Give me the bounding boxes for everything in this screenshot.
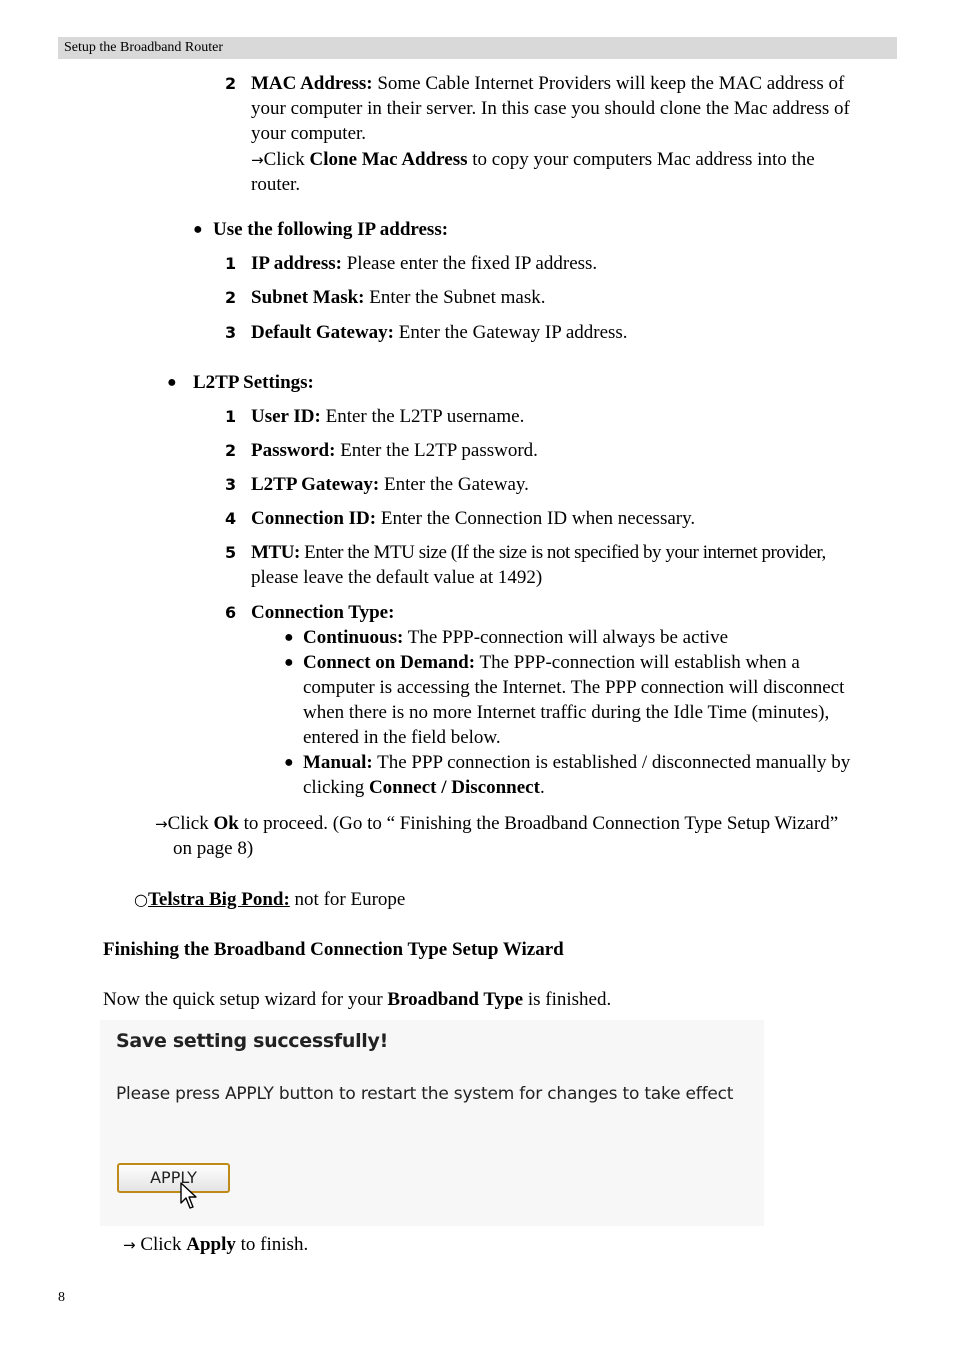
bullet-icon: ● <box>284 754 294 771</box>
l2tp-heading: L2TP Settings: <box>193 372 314 393</box>
fixed-ip-heading: Use the following IP address: <box>213 219 449 240</box>
finishing-intro: Now the quick setup wizard for your Broadband Type is finished. <box>103 989 612 1010</box>
l2tp-number: 5 <box>225 543 237 562</box>
mac-click-line: →Click Clone Mac Address to copy your computers Mac address into the <box>251 149 815 170</box>
l2tp-item: Connection ID: Enter the Connection ID when necessary. <box>251 508 696 529</box>
final-line: → Click Apply to finish. <box>123 1234 309 1255</box>
proceed-line: →Click Ok to proceed. (Go to “ Finishing the Broadband Connection Type Setup Wizard” <box>155 813 839 834</box>
mac-line-3: your computer. <box>251 123 367 144</box>
telstra-line: ○Telstra Big Pond: not for Europe <box>134 889 406 910</box>
mac-item-number: 2 <box>225 74 237 93</box>
type-demand-cont: entered in the field below. <box>303 727 501 748</box>
header-title: Setup the Broadband Router <box>64 40 224 55</box>
bullet-icon: ● <box>193 221 203 238</box>
save-success-message: Please press APPLY button to restart the system for changes to take effect <box>116 1084 734 1104</box>
l2tp-item: MTU: Enter the MTU size (If the size is not specified by your internet provider, <box>251 542 826 563</box>
type-continuous: Continuous: The PPP-connection will always be active <box>303 627 729 648</box>
apply-button[interactable]: APPLY <box>117 1163 230 1193</box>
type-demand: Connect on Demand: The PPP-connection will establish when a <box>303 652 800 673</box>
type-demand-cont: when there is no more Internet traffic during the Idle Time (minutes), <box>303 702 830 723</box>
l2tp-number: 1 <box>225 407 237 426</box>
l2tp-item-cont: please leave the default value at 1492) <box>251 567 543 588</box>
l2tp-item: User ID: Enter the L2TP username. <box>251 406 525 427</box>
mouse-pointer-icon <box>180 1182 200 1212</box>
bullet-icon: ● <box>167 374 177 391</box>
arrow-icon: → <box>251 151 264 169</box>
mac-line-2: your computer in their server. In this case you should clone the Mac address of <box>251 98 850 119</box>
type-demand-cont: computer is accessing the Internet. The PPP connection will disconnect <box>303 677 845 698</box>
arrow-icon: → <box>155 815 168 833</box>
save-success-screenshot <box>100 1020 764 1226</box>
l2tp-number: 4 <box>225 509 237 528</box>
save-success-title: Save setting successfully! <box>116 1030 388 1052</box>
fixed-ip-item: Subnet Mask: Enter the Subnet mask. <box>251 287 546 308</box>
arrow-icon: → <box>123 1236 136 1254</box>
l2tp-number: 6 <box>225 603 237 622</box>
proceed-line-cont: on page 8) <box>173 838 254 859</box>
fixed-ip-item: IP address: Please enter the fixed IP address. <box>251 253 598 274</box>
circle-icon: ○ <box>134 890 148 909</box>
type-manual: Manual: The PPP connection is established / disconnected manually by <box>303 752 851 773</box>
fixed-ip-number: 3 <box>225 323 237 342</box>
connection-type-label: Connection Type: <box>251 602 395 623</box>
page-header <box>58 37 897 59</box>
page-number: 8 <box>58 1290 65 1305</box>
l2tp-number: 2 <box>225 441 237 460</box>
l2tp-item: Password: Enter the L2TP password. <box>251 440 538 461</box>
type-manual-cont: clicking Connect / Disconnect. <box>303 777 545 798</box>
finishing-heading: Finishing the Broadband Connection Type Setup Wizard <box>103 939 564 960</box>
l2tp-item: L2TP Gateway: Enter the Gateway. <box>251 474 529 495</box>
mac-click-line-end: router. <box>251 174 301 195</box>
mac-line-1: MAC Address: Some Cable Internet Providers will keep the MAC address of <box>251 73 845 94</box>
fixed-ip-number: 2 <box>225 288 237 307</box>
fixed-ip-item: Default Gateway: Enter the Gateway IP address. <box>251 322 628 343</box>
bullet-icon: ● <box>284 654 294 671</box>
fixed-ip-number: 1 <box>225 254 237 273</box>
bullet-icon: ● <box>284 629 294 646</box>
l2tp-number: 3 <box>225 475 237 494</box>
